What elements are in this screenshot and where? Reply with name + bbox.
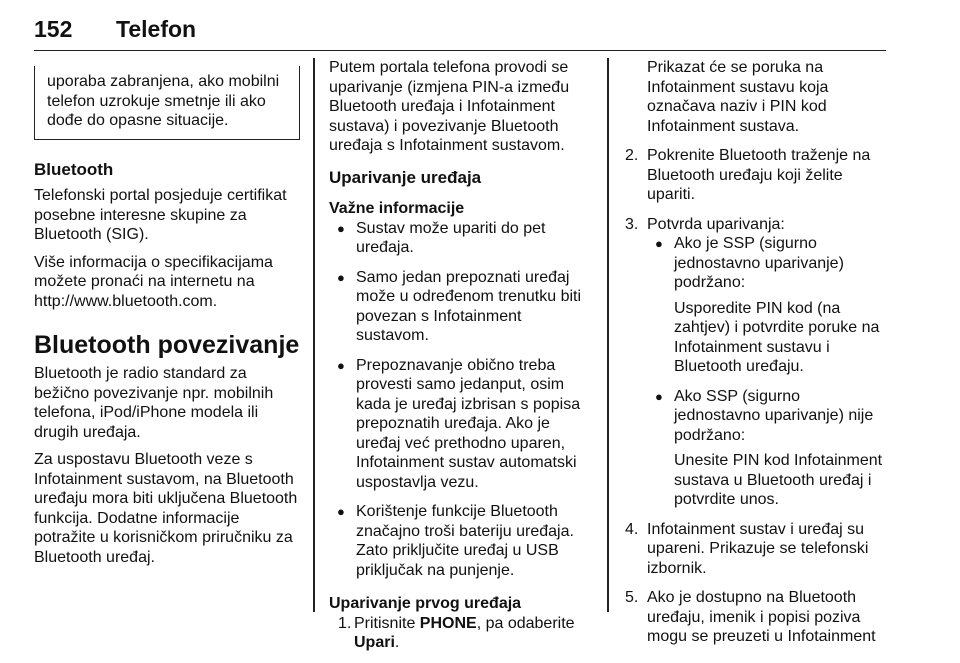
- column-middle: [329, 58, 591, 663]
- step-item: [625, 520, 890, 579]
- bullet-detail: Unesite PIN kod Infotainment sustava u Bluetooth uređaj i potvrdite unos.: [674, 452, 883, 508]
- option-label: Upari: [354, 634, 395, 651]
- step-number: 1.: [338, 614, 352, 632]
- bullet-list: [647, 234, 890, 510]
- step-item: [329, 614, 591, 653]
- list-item: [647, 234, 890, 377]
- key-label: PHONE: [419, 614, 477, 632]
- step-text: Infotainment sustav i uređaj su upareni. Prikazuje se telefonski izbornik.: [647, 520, 869, 577]
- section-heading-connection: Bluetooth povezivanje: [34, 331, 300, 359]
- list-item: ● Samo jedan prepoznati uređaj može u određenom trenutku biti povezan s Infotainment sustavom.: [329, 268, 591, 346]
- warning-text: uporaba zabranjena, ako mobilni telefon uzrokuje smetnje ili ako dođe do opasne situacije.: [47, 73, 280, 129]
- step-item: [625, 588, 890, 647]
- step-text: Pritisnite: [354, 614, 420, 632]
- section-heading-pairing: Uparivanje uređaja: [329, 167, 482, 187]
- column-divider: [607, 58, 609, 612]
- paragraph: Telefonski portal posjeduje certifikat posebne interesne skupine za Bluetooth (SIG).: [34, 187, 287, 243]
- step-number: 2.: [625, 147, 639, 164]
- subheading-important: Važne informacije: [329, 200, 465, 217]
- page-header: [34, 0, 886, 51]
- step-text: Pokrenite Bluetooth traženje na Bluetooth uređaju koji želite upariti.: [647, 147, 871, 203]
- bullet-list: [329, 219, 591, 581]
- list-item: ● Korištenje funkcije Bluetooth značajno troši bateriju uređaja. Zato priključite uređaj u USB priključak na punjenje.: [329, 502, 591, 580]
- list-item: ● Prepoznavanje obično treba provesti samo jedanput, osim kada je uređaj izbrisan s popisa prepoznatih uređaja. Ako je uređaj već prethodno uparen, Infotainment sustav automatski uspostavlja vezu.: [329, 356, 591, 493]
- column-left: [34, 58, 300, 575]
- step-continuation: Prikazat će se poruka na Infotainment sustavu koja označava naziv i PIN kod Infotainment sustava.: [647, 59, 829, 135]
- step-text: , pa odaberite: [476, 614, 575, 632]
- page-title: Telefon: [116, 16, 197, 42]
- list-item: ● Sustav može upariti do pet uređaja.: [329, 219, 591, 258]
- warning-box: [34, 66, 300, 140]
- paragraph: Više informacija o specifikacijama možete pronaći na internetu na http://www.bluetooth.com.: [34, 253, 273, 310]
- step-number: 4.: [625, 520, 639, 538]
- column-divider: [313, 58, 315, 612]
- paragraph: Za uspostavu Bluetooth veze s Infotainment sustavom, na Bluetooth uređaju mora biti uključena Bluetooth funkcija. Dodatne informacije potražite u korisničkom priručniku za Bluetooth uređaj.: [34, 451, 298, 566]
- bullet-detail: Usporedite PIN kod (na zahtjev) i potvrdite poruke na Infotainment sustavu i Bluetooth uređaju.: [674, 299, 880, 375]
- list-item: [647, 387, 890, 510]
- step-text: Ako je dostupno na Bluetooth uređaju, imenik i popisi poziva mogu se preuzeti u Infotainment: [647, 589, 876, 645]
- bullet-text: ● Ako je SSP (sigurno jednostavno uparivanje) podržano:: [674, 235, 844, 291]
- column-right: [625, 58, 890, 657]
- paragraph: Bluetooth je radio standard za bežično povezivanje npr. mobilnih telefona, iPod/iPhone modela ili drugih uređaja.: [34, 365, 274, 441]
- paragraph: Putem portala telefona provodi se uparivanje (izmjena PIN-a između Bluetooth uređaja i Infotainment sustava) i povezivanje Bluetooth uređaja s Infotainment sustavom.: [329, 59, 570, 154]
- step-number: 3.: [625, 215, 639, 233]
- section-heading-bluetooth: Bluetooth: [34, 159, 114, 179]
- step-text: Potvrda uparivanja:: [647, 215, 785, 233]
- subheading-first-pairing: Uparivanje prvog uređaja: [329, 595, 522, 612]
- step-number: 5.: [625, 589, 639, 606]
- step-item: [625, 215, 890, 510]
- page-number: 152: [34, 16, 73, 42]
- step-item: [625, 146, 890, 205]
- step-text: .: [394, 634, 400, 651]
- bullet-text: ● Ako SSP (sigurno jednostavno uparivanje) nije podržano:: [674, 387, 874, 444]
